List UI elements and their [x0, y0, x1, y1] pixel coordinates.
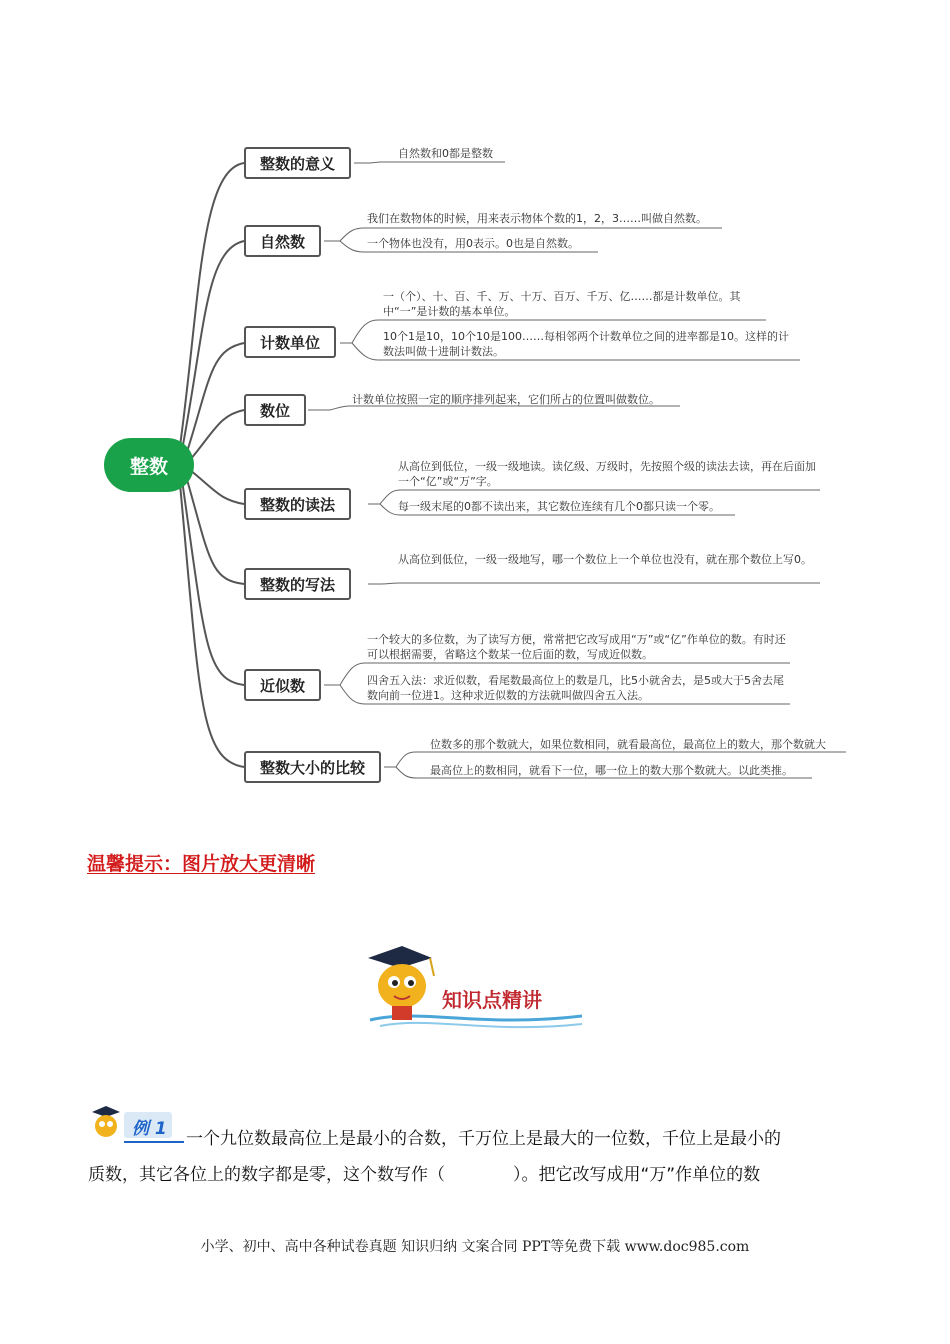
topic-reading-integers: 整数的读法	[244, 488, 351, 520]
leaf-8-1: 位数多的那个数就大，如果位数相同，就看最高位，最高位上的数大，那个数就大	[430, 738, 826, 751]
topic-counting-units: 计数单位	[244, 326, 336, 358]
leaf-2-1: 我们在数物体的时候，用来表示物体个数的1，2，3……叫做自然数。	[367, 212, 707, 225]
zoom-tip: 温馨提示：图片放大更清晰	[87, 853, 316, 875]
mindmap-root: 整数	[104, 438, 194, 492]
page-footer: 小学、初中、高中各种试卷真题 知识归纳 文案合同 PPT等免费下载 www.doc985.com	[200, 1239, 750, 1255]
leaf-8-2: 最高位上的数相同，就看下一位，哪一位上的数大那个数就大。以此类推。	[430, 764, 793, 777]
leaf-7-1: 一个较大的多位数，为了读写方便，常常把它改写成用“万”或“亿”作单位的数。有时还可以根据需要，省略这个数某一位后面的数，写成近似数。	[367, 633, 786, 661]
leaf-6-1: 从高位到低位，一级一级地写，哪一个数位上一个单位也没有，就在那个数位上写0。	[398, 553, 812, 566]
leaf-3-2: 10个1是10，10个10是100……每相邻两个计数单位之间的进率都是10。这样的计数法叫做十进制计数法。	[383, 330, 789, 358]
leaf-1-1: 自然数和0都是整数	[398, 147, 493, 160]
mascot-illustration	[360, 928, 590, 1038]
leaf-5-2: 每一级末尾的0都不读出来，其它数位连续有几个0都只读一个零。	[398, 500, 720, 513]
leaf-3-1: 一（个）、十、百、千、万、十万、百万、千万、亿……都是计数单位。其中“一”是计数的基本单位。	[383, 290, 741, 318]
example-text-line-1: 一个九位数最高位上是最小的合数，千万位上是最大的一位数，千位上是最小的	[186, 1129, 781, 1149]
example-label: 例 1	[132, 1119, 167, 1139]
topic-approximate-numbers: 近似数	[244, 669, 321, 701]
topic-digit-places: 数位	[244, 394, 306, 426]
example-text-line-2: 质数，其它各位上的数字都是零，这个数写作（ ）。把它改写成用“万”作单位的数	[88, 1165, 761, 1185]
topic-natural-numbers: 自然数	[244, 225, 321, 257]
leaf-2-2: 一个物体也没有，用0表示。0也是自然数。	[367, 237, 579, 250]
example-badge	[88, 1102, 184, 1144]
topic-comparing-integers: 整数大小的比较	[244, 751, 381, 783]
topic-writing-integers: 整数的写法	[244, 568, 351, 600]
leaf-7-2: 四舍五入法：求近似数，看尾数最高位上的数是几，比5小就舍去，是5或大于5舍去尾数向前一位进1。这种求近似数的方法就叫做四舍五入法。	[367, 674, 784, 702]
leaf-4-1: 计数单位按照一定的顺序排列起来，它们所占的位置叫做数位。	[352, 393, 660, 406]
topic-integer-meaning: 整数的意义	[244, 147, 351, 179]
banner-title: 知识点精讲	[442, 988, 542, 1012]
leaf-5-1: 从高位到低位，一级一级地读。读亿级、万级时，先按照个级的读法去读，再在后面加一个“亿”或“万”字。	[398, 460, 816, 488]
knowledge-banner	[360, 928, 590, 1038]
